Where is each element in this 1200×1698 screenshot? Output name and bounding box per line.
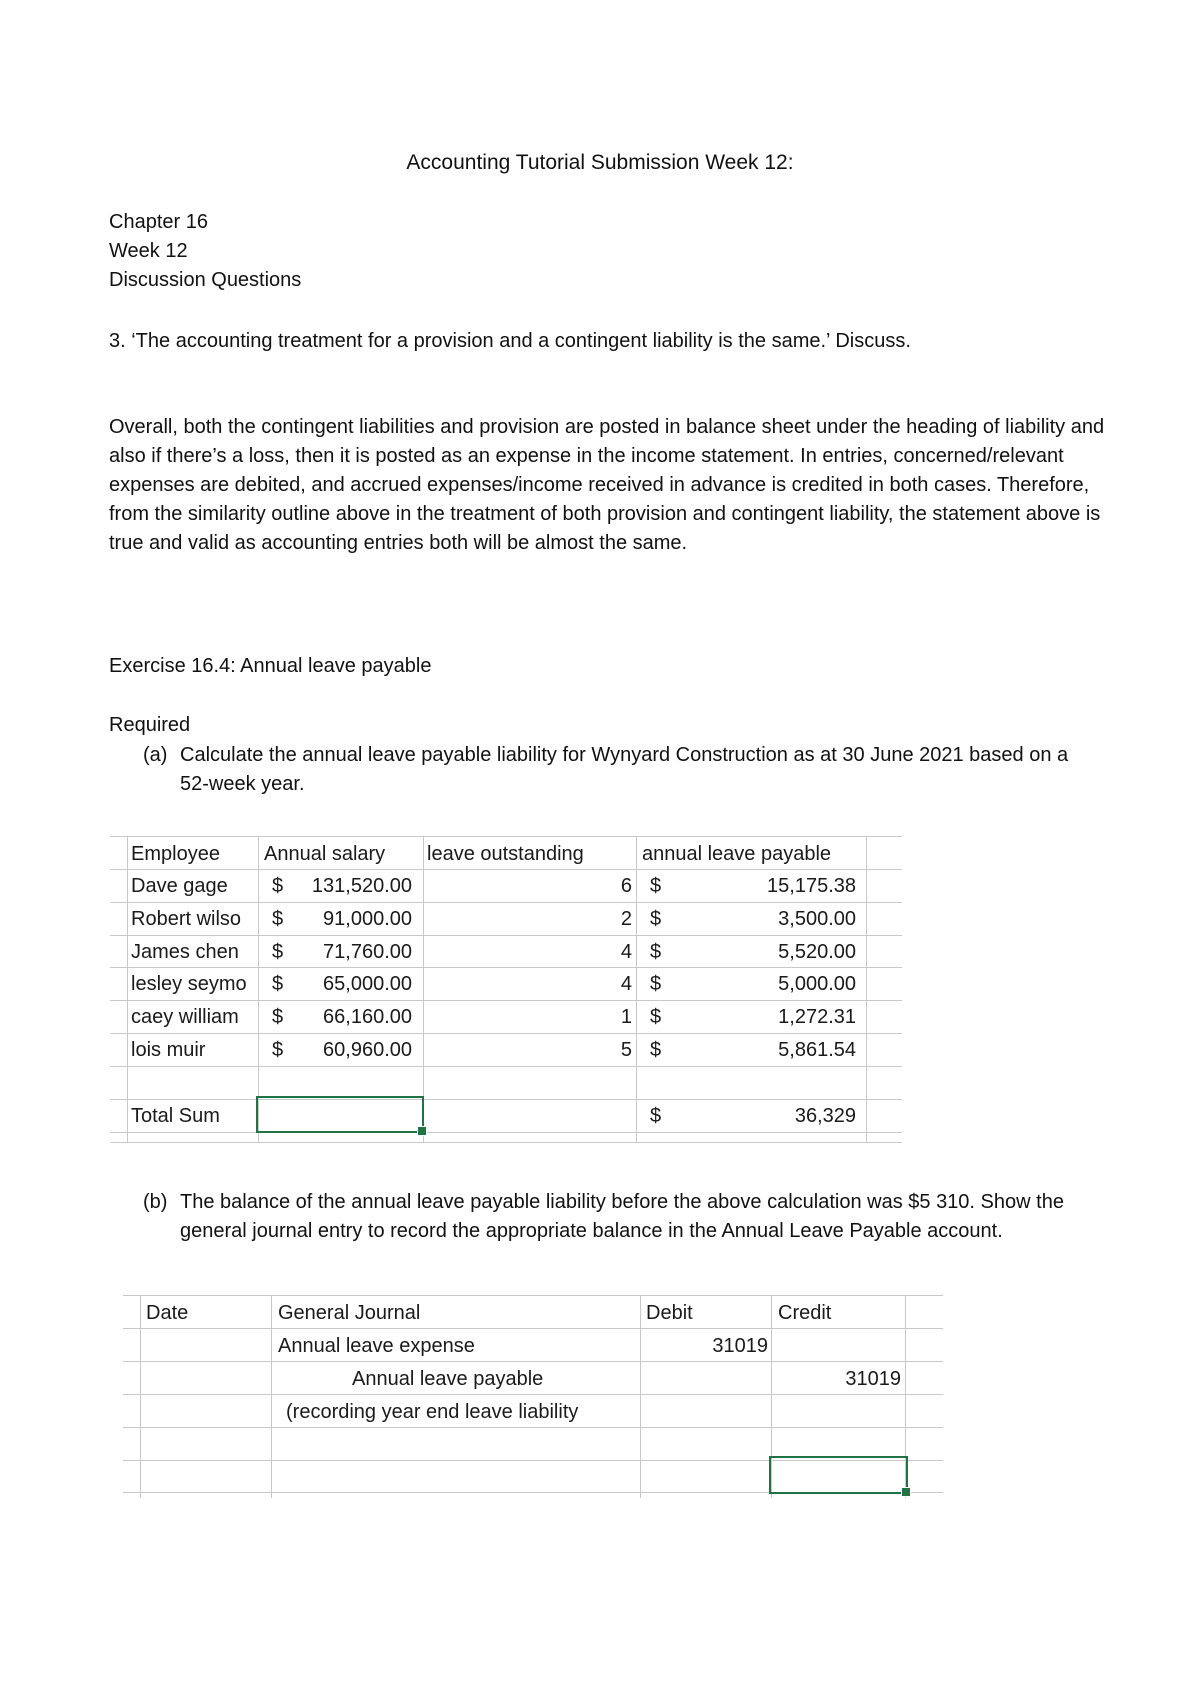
selected-cell[interactable] [256, 1096, 424, 1133]
currency-cell: $ [650, 1006, 662, 1028]
journal-debit-amount: 31019 [712, 1335, 768, 1357]
currency-cell: $ [650, 1105, 662, 1127]
journal-narration: (recording year end leave liability [286, 1401, 579, 1423]
journal-credit-amount: 31019 [845, 1368, 901, 1390]
weeks-cell: 4 [620, 941, 632, 963]
payable-cell: 3,500.00 [778, 908, 856, 930]
col-header-debit: Debit [646, 1302, 693, 1324]
weeks-cell: 1 [620, 1006, 632, 1028]
currency-cell: $ [272, 1039, 284, 1061]
currency-cell: $ [650, 941, 662, 963]
col-header-annual-leave-payable: annual leave payable [642, 843, 832, 865]
part-a-text: Calculate the annual leave payable liability for Wynyard Construction as at 30 June 2021 based on a 52-week year. [180, 744, 1069, 795]
currency-cell: $ [272, 875, 284, 897]
currency-cell: $ [650, 973, 662, 995]
required-label: Required [109, 714, 191, 736]
col-header-leave-outstanding: leave outstanding [427, 843, 584, 865]
salary-cell: 71,760.00 [323, 941, 412, 963]
answer-paragraph: Overall, both the contingent liabilities and provision are posted in balance sheet under the heading of liability and also if there’s a loss, then it is posted as an expense in the income statement. In entries, concerned/relevant expenses are debited, and accrued expenses/income received in advance is credited in both cases. Therefore, from the similarity outline above in the treatment of both provision and contingent liability, the statement above is true and valid as accounting entries both will be almost the same. [109, 416, 1105, 554]
col-header-annual-salary: Annual salary [264, 843, 386, 865]
part-b-label: (b) [143, 1191, 168, 1213]
journal-account-debit: Annual leave expense [278, 1335, 475, 1357]
currency-cell: $ [272, 973, 284, 995]
table-row [0, 1001, 1200, 1034]
weeks-cell: 6 [620, 875, 632, 897]
fill-handle[interactable] [901, 1487, 911, 1497]
page-title: Accounting Tutorial Submission Week 12: [406, 151, 794, 174]
table-row [0, 1297, 1200, 1330]
table-row [0, 936, 1200, 969]
col-header-credit: Credit [778, 1302, 832, 1324]
part-a [143, 741, 1093, 799]
weeks-cell: 4 [620, 973, 632, 995]
currency-cell: $ [272, 1006, 284, 1028]
employee-cell: caey william [131, 1006, 239, 1028]
table-row [0, 968, 1200, 1001]
payable-cell: 15,175.38 [767, 875, 856, 897]
employee-cell: lois muir [131, 1039, 206, 1061]
payable-cell: 5,520.00 [778, 941, 856, 963]
journal-account-credit: Annual leave payable [352, 1368, 544, 1390]
question-3: 3. ‘The accounting treatment for a provision and a contingent liability is the same.’ Discuss. [109, 330, 911, 352]
part-b-text: The balance of the annual leave payable liability before the above calculation was $5 310. Show the general journal entry to record the appropriate balance in the Annual Leave Payable account. [180, 1191, 1064, 1242]
col-header-date: Date [146, 1302, 189, 1324]
part-b [143, 1188, 1083, 1246]
section-label: Discussion Questions [109, 269, 302, 291]
total-row [0, 1100, 1200, 1133]
weeks-cell: 5 [620, 1039, 632, 1061]
salary-cell: 131,520.00 [311, 875, 412, 897]
payable-cell: 5,000.00 [778, 973, 856, 995]
exercise-heading: Exercise 16.4: Annual leave payable [109, 655, 432, 677]
table-row [0, 1396, 1200, 1429]
total-value: 36,329 [794, 1105, 856, 1127]
currency-cell: $ [650, 908, 662, 930]
table-row [0, 1363, 1200, 1396]
currency-cell: $ [272, 908, 284, 930]
salary-cell: 66,160.00 [323, 1006, 412, 1028]
salary-cell: 60,960.00 [323, 1039, 412, 1061]
employee-cell: James chen [131, 941, 239, 963]
chapter-label: Chapter 16 [109, 211, 208, 233]
selected-cell[interactable] [769, 1456, 908, 1494]
col-header-employee: Employee [131, 843, 220, 865]
table-row [0, 1034, 1200, 1067]
employee-cell: Robert wilso [131, 908, 242, 930]
table-row [0, 903, 1200, 936]
payable-cell: 5,861.54 [778, 1039, 856, 1061]
fill-handle[interactable] [417, 1126, 427, 1136]
table-row [0, 870, 1200, 903]
currency-cell: $ [272, 941, 284, 963]
table-row [0, 1330, 1200, 1363]
employee-cell: lesley seymo [131, 973, 247, 995]
week-label: Week 12 [109, 240, 188, 262]
total-label: Total Sum [131, 1105, 220, 1127]
col-header-general-journal: General Journal [278, 1302, 421, 1324]
part-a-label: (a) [143, 744, 168, 766]
payable-cell: 1,272.31 [778, 1006, 856, 1028]
salary-cell: 65,000.00 [323, 973, 412, 995]
salary-cell: 91,000.00 [323, 908, 412, 930]
currency-cell: $ [650, 875, 662, 897]
currency-cell: $ [650, 1039, 662, 1061]
weeks-cell: 2 [620, 908, 632, 930]
employee-cell: Dave gage [131, 875, 228, 897]
